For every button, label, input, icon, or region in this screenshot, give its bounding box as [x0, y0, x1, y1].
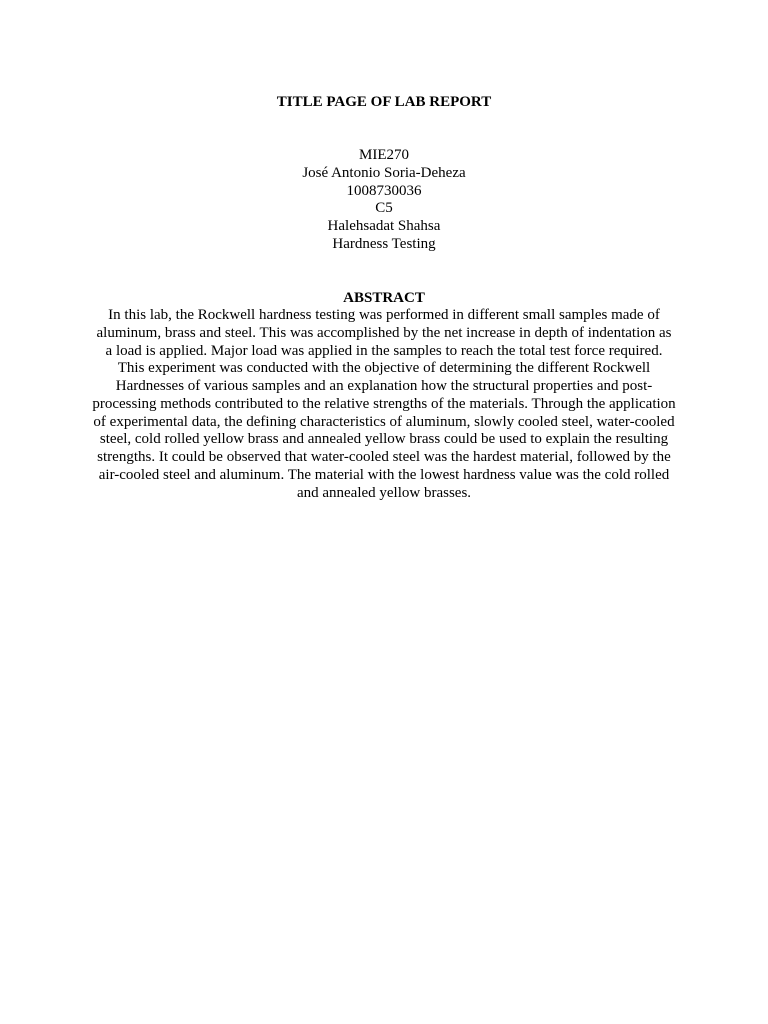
abstract-line: This experiment was conducted with the objective of determining the different Rockwell: [117, 360, 651, 377]
page-title: TITLE PAGE OF LAB REPORT: [276, 94, 492, 110]
abstract-line: steel, cold rolled yellow brass and annealed yellow brass could be used to explain the resulting: [99, 431, 669, 448]
abstract-line: In this lab, the Rockwell hardness testing was performed in different small samples made of: [108, 307, 660, 323]
abstract-line: processing methods contributed to the relative strengths of the materials. Through the application: [92, 395, 676, 412]
abstract-line: a load is applied. Major load was applied in the samples to reach the total test force required.: [105, 342, 663, 359]
abstract-line: aluminum, brass and steel. This was accomplished by the net increase in depth of indentation as: [96, 324, 672, 341]
abstract-line: Hardnesses of various samples and an explanation how the structural properties and post-: [115, 378, 653, 394]
experiment-name: Hardness Testing: [332, 235, 436, 252]
abstract-body: [0, 307, 768, 502]
student-number: 1008730036: [346, 182, 422, 199]
abstract-line: and annealed yellow brasses.: [296, 484, 472, 501]
report-info-block: [0, 147, 768, 254]
course-code: MIE270: [359, 147, 409, 163]
teaching-assistant-name: Halehsadat Shahsa: [327, 218, 441, 235]
author-name: José Antonio Soria-Deheza: [302, 164, 466, 181]
abstract-line: of experimental data, the defining characteristics of aluminum, slowly cooled steel, water-cooled: [93, 413, 675, 430]
abstract-line: air-cooled steel and aluminum. The material with the lowest hardness value was the cold rolled: [98, 466, 670, 483]
abstract-heading: ABSTRACT: [343, 290, 425, 306]
section-code: C5: [375, 200, 393, 217]
abstract-line: strengths. It could be observed that water-cooled steel was the hardest material, followed by the: [97, 449, 671, 465]
